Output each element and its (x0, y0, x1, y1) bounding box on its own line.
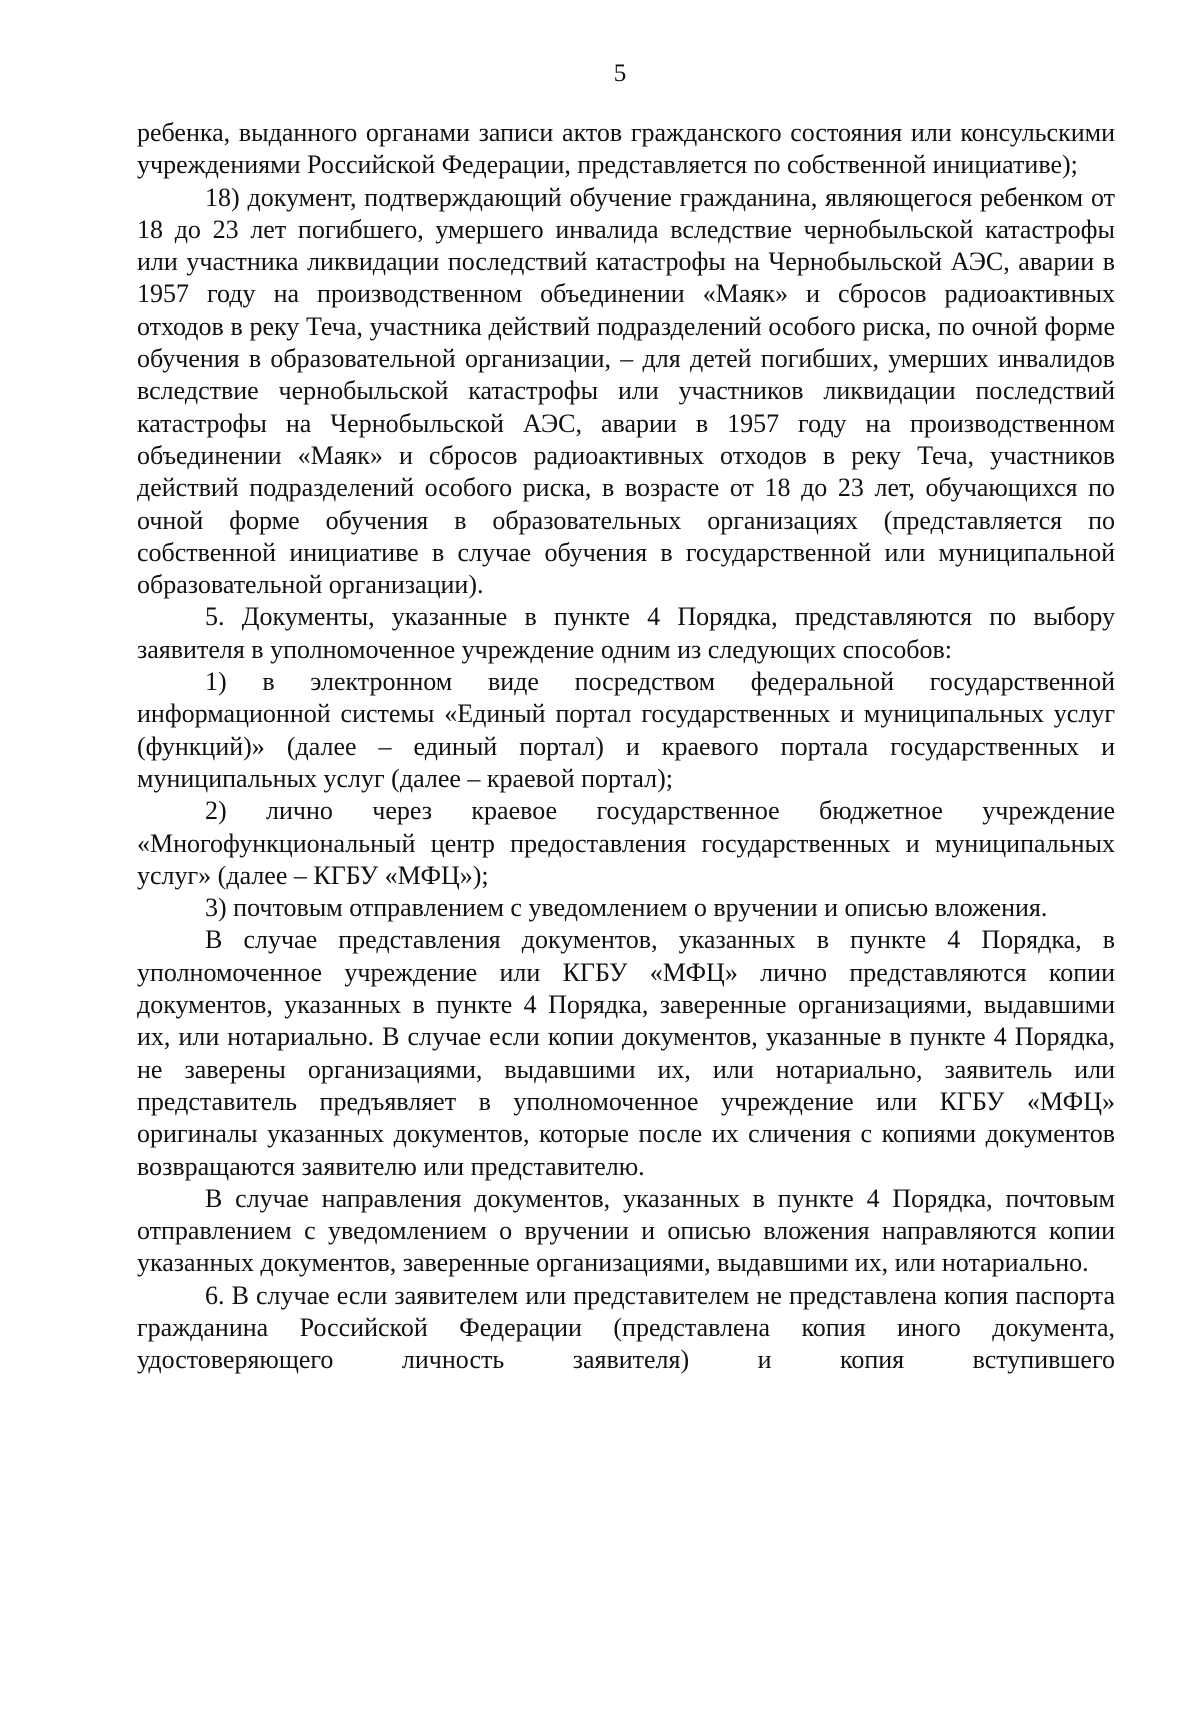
paragraph: 1) в электронном виде посредством федеральной государственной информационной системы «Единый портал государственных и муниципальных услуг (функций)» (далее – единый портал) и краевого портала государственных и муниципальных услуг (далее – краевой портал); (137, 667, 1115, 793)
paragraph: 2) лично через краевое государственное бюджетное учреждение «Многофункциональный центр предоставления государственных и муниципальных услуг» (далее – КГБУ «МФЦ»); (137, 796, 1115, 890)
document-body (137, 117, 1115, 1377)
paragraph: 18) документ, подтверждающий обучение гражданина, являющегося ребенком от 18 до 23 лет погибшего, умершего инвалида вследствие чернобыльской катастрофы или участника ликвидации последствий катастрофы на Чернобыльской АЭС, аварии в 1957 году на производственном объединении «Маяк» и сбросов радиоактивных отходов в реку Теча, участника действий подразделений особого риска, по очной форме обучения в образовательной организации, – для детей погибших, умерших инвалидов вследствие чернобыльской катастрофы или участников ликвидации последствий катастрофы на Чернобыльской АЭС, аварии в 1957 году на производственном объединении «Маяк» и сбросов радиоактивных отходов в реку Теча, участников действий подразделений особого риска, в возрасте от 18 до 23 лет, обучающихся по очной форме обучения в образовательных организациях (представляется по собственной инициативе в случае обучения в государственной или муниципальной образовательной организации). (137, 182, 1115, 600)
paragraph: 3) почтовым отправлением с уведомлением о вручении и описью вложения. (205, 893, 1048, 923)
paragraph: 5. Документы, указанные в пункте 4 Порядка, представляются по выбору заявителя в уполномоченное учреждение одним из следующих способов: (137, 602, 1115, 664)
page-number: 5 (613, 60, 627, 87)
paragraph: В случае направления документов, указанных в пункте 4 Порядка, почтовым отправлением с уведомлением о вручении и описью вложения направляются копии указанных документов, заверенные организациями, выдавшими их, или нотариально. (137, 1183, 1115, 1278)
paragraph: 6. В случае если заявителем или представителем не представлена копия паспорта гражданина Российской Федерации (представлена копия иного документа, удостоверяющего личность заявителя) и копия вступившего (137, 1280, 1115, 1375)
paragraph: ребенка, выданного органами записи актов гражданского состояния или консульскими учреждениями Российской Федерации, представляется по собственной инициативе); (137, 118, 1115, 180)
paragraph: В случае представления документов, указанных в пункте 4 Порядка, в уполномоченное учреждение или КГБУ «МФЦ» лично представляются копии документов, указанных в пункте 4 Порядка, заверенные организациями, выдавшими их, или нотариально. В случае если копии документов, указанные в пункте 4 Порядка, не заверены организациями, выдавшими их, или нотариально, заявитель или представитель предъявляет в уполномоченное учреждение или КГБУ «МФЦ» оригиналы указанных документов, которые после их сличения с копиями документов возвращаются заявителю или представителю. (137, 925, 1115, 1181)
